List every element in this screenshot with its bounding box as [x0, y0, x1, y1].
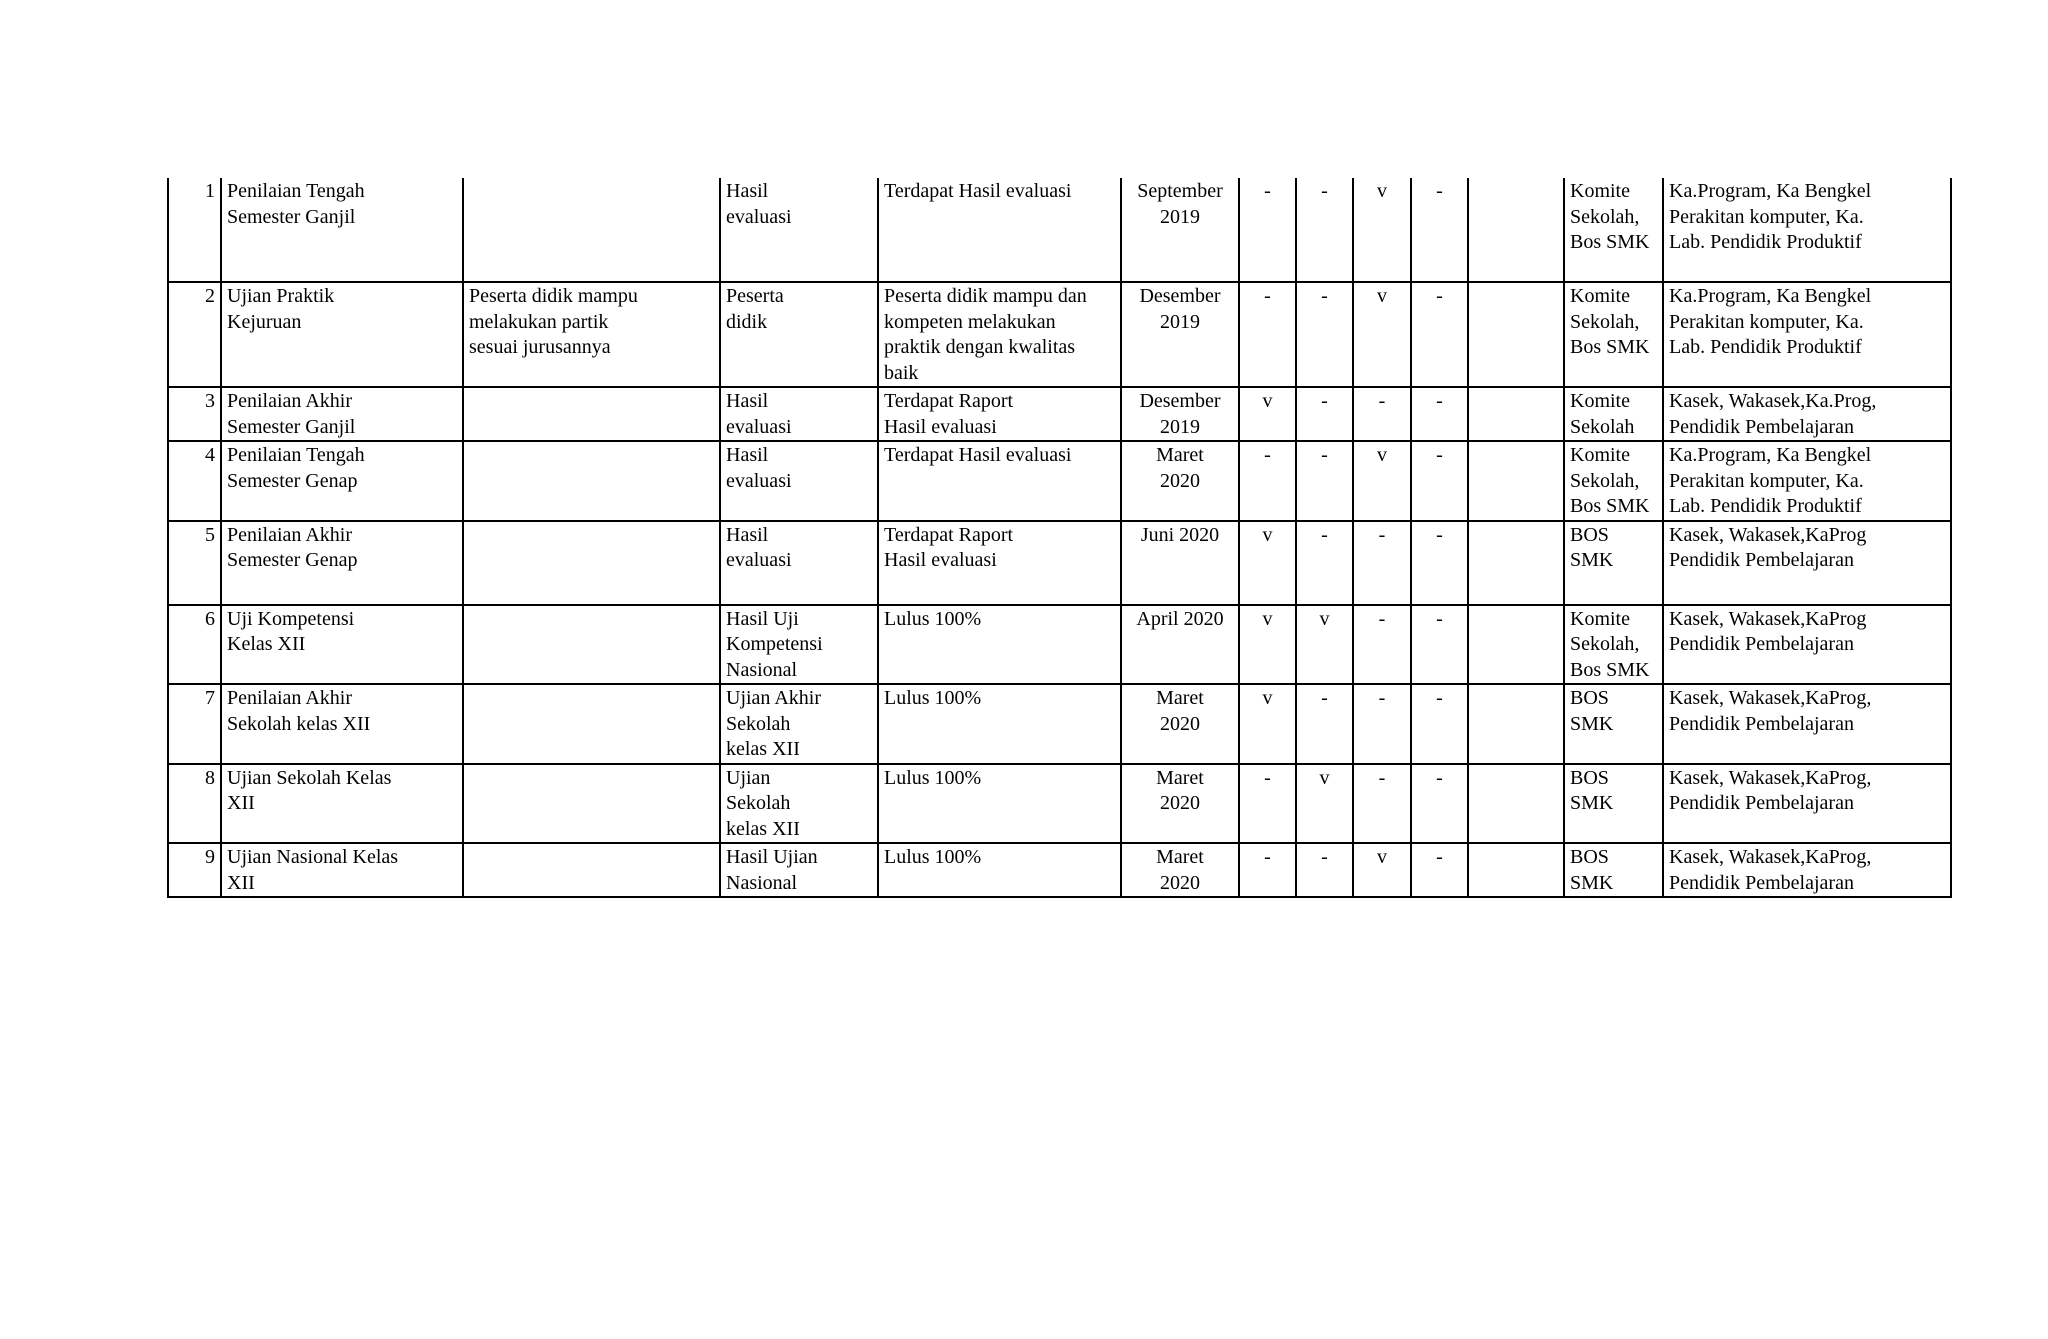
pic-cell: Kasek, Wakasek,KaProg, Pendidik Pembelajaran [1663, 684, 1951, 764]
objective-cell [463, 178, 720, 282]
mark-cell-1: v [1239, 521, 1296, 605]
mark-cell-5 [1468, 764, 1564, 844]
mark-cell-4: - [1411, 605, 1468, 685]
funding-cell: BOS SMK [1564, 843, 1663, 897]
objective-cell [463, 521, 720, 605]
table-row [168, 843, 1951, 897]
target-cell: Ujian Akhir Sekolah kelas XII [720, 684, 878, 764]
pic-cell: Kasek, Wakasek,KaProg, Pendidik Pembelajaran [1663, 764, 1951, 844]
mark-cell-4: - [1411, 843, 1468, 897]
mark-cell-3: - [1353, 684, 1411, 764]
mark-cell-2: v [1296, 605, 1353, 685]
pic-cell: Kasek, Wakasek,Ka.Prog, Pendidik Pembelajaran [1663, 387, 1951, 441]
activity-cell: Ujian Praktik Kejuruan [221, 282, 463, 387]
mark-cell-1: - [1239, 843, 1296, 897]
mark-cell-5 [1468, 282, 1564, 387]
pic-cell: Kasek, Wakasek,KaProg Pendidik Pembelajaran [1663, 521, 1951, 605]
pic-cell: Ka.Program, Ka Bengkel Perakitan komputer, Ka. Lab. Pendidik Produktif [1663, 441, 1951, 521]
target-cell: Hasil evaluasi [720, 178, 878, 282]
funding-cell: BOS SMK [1564, 684, 1663, 764]
activity-table [167, 178, 1952, 898]
target-cell: Hasil Uji Kompetensi Nasional [720, 605, 878, 685]
mark-cell-1: - [1239, 282, 1296, 387]
mark-cell-1: - [1239, 764, 1296, 844]
row-number: 2 [168, 282, 221, 387]
row-number: 3 [168, 387, 221, 441]
indicator-cell: Lulus 100% [878, 684, 1121, 764]
activity-cell: Ujian Sekolah Kelas XII [221, 764, 463, 844]
mark-cell-5 [1468, 843, 1564, 897]
mark-cell-1: v [1239, 387, 1296, 441]
activity-cell: Penilaian Akhir Semester Genap [221, 521, 463, 605]
mark-cell-5 [1468, 684, 1564, 764]
mark-cell-5 [1468, 521, 1564, 605]
mark-cell-4: - [1411, 764, 1468, 844]
mark-cell-2: - [1296, 282, 1353, 387]
mark-cell-3: - [1353, 521, 1411, 605]
objective-cell [463, 764, 720, 844]
mark-cell-2: - [1296, 178, 1353, 282]
table-row [168, 521, 1951, 605]
target-cell: Ujian Sekolah kelas XII [720, 764, 878, 844]
mark-cell-3: v [1353, 441, 1411, 521]
mark-cell-4: - [1411, 521, 1468, 605]
table-row [168, 684, 1951, 764]
indicator-cell: Peserta didik mampu dan kompeten melakukan praktik dengan kwalitas baik [878, 282, 1121, 387]
mark-cell-2: - [1296, 387, 1353, 441]
time-cell: September 2019 [1121, 178, 1239, 282]
funding-cell: Komite Sekolah, Bos SMK [1564, 178, 1663, 282]
time-cell: April 2020 [1121, 605, 1239, 685]
time-cell: Desember 2019 [1121, 387, 1239, 441]
pic-cell: Ka.Program, Ka Bengkel Perakitan komputer, Ka. Lab. Pendidik Produktif [1663, 178, 1951, 282]
indicator-cell: Terdapat Hasil evaluasi [878, 178, 1121, 282]
activity-cell: Uji Kompetensi Kelas XII [221, 605, 463, 685]
target-cell: Hasil evaluasi [720, 387, 878, 441]
funding-cell: BOS SMK [1564, 764, 1663, 844]
activity-cell: Penilaian Tengah Semester Ganjil [221, 178, 463, 282]
mark-cell-4: - [1411, 441, 1468, 521]
mark-cell-3: v [1353, 282, 1411, 387]
time-cell: Juni 2020 [1121, 521, 1239, 605]
table-row [168, 605, 1951, 685]
mark-cell-2: v [1296, 764, 1353, 844]
objective-cell [463, 605, 720, 685]
time-cell: Maret 2020 [1121, 441, 1239, 521]
objective-cell [463, 387, 720, 441]
mark-cell-5 [1468, 387, 1564, 441]
mark-cell-4: - [1411, 387, 1468, 441]
mark-cell-4: - [1411, 178, 1468, 282]
row-number: 8 [168, 764, 221, 844]
table-row [168, 441, 1951, 521]
row-number: 7 [168, 684, 221, 764]
mark-cell-5 [1468, 441, 1564, 521]
indicator-cell: Lulus 100% [878, 843, 1121, 897]
target-cell: Hasil Ujian Nasional [720, 843, 878, 897]
mark-cell-2: - [1296, 684, 1353, 764]
mark-cell-5 [1468, 605, 1564, 685]
funding-cell: Komite Sekolah, Bos SMK [1564, 282, 1663, 387]
pic-cell: Kasek, Wakasek,KaProg Pendidik Pembelajaran [1663, 605, 1951, 685]
row-number: 9 [168, 843, 221, 897]
target-cell: Hasil evaluasi [720, 521, 878, 605]
mark-cell-1: v [1239, 605, 1296, 685]
table-row [168, 764, 1951, 844]
objective-cell [463, 441, 720, 521]
row-number: 5 [168, 521, 221, 605]
objective-cell [463, 684, 720, 764]
mark-cell-5 [1468, 178, 1564, 282]
row-number: 6 [168, 605, 221, 685]
time-cell: Desember 2019 [1121, 282, 1239, 387]
indicator-cell: Terdapat Hasil evaluasi [878, 441, 1121, 521]
mark-cell-1: - [1239, 441, 1296, 521]
activity-cell: Penilaian Tengah Semester Genap [221, 441, 463, 521]
mark-cell-4: - [1411, 684, 1468, 764]
mark-cell-3: v [1353, 178, 1411, 282]
table-row [168, 387, 1951, 441]
target-cell: Peserta didik [720, 282, 878, 387]
mark-cell-4: - [1411, 282, 1468, 387]
pic-cell: Kasek, Wakasek,KaProg, Pendidik Pembelajaran [1663, 843, 1951, 897]
time-cell: Maret 2020 [1121, 843, 1239, 897]
target-cell: Hasil evaluasi [720, 441, 878, 521]
table-row [168, 282, 1951, 387]
table-row [168, 178, 1951, 282]
activity-cell: Penilaian Akhir Sekolah kelas XII [221, 684, 463, 764]
funding-cell: Komite Sekolah [1564, 387, 1663, 441]
activity-cell: Ujian Nasional Kelas XII [221, 843, 463, 897]
mark-cell-2: - [1296, 843, 1353, 897]
indicator-cell: Lulus 100% [878, 605, 1121, 685]
mark-cell-3: - [1353, 764, 1411, 844]
mark-cell-3: v [1353, 843, 1411, 897]
time-cell: Maret 2020 [1121, 764, 1239, 844]
mark-cell-3: - [1353, 387, 1411, 441]
mark-cell-3: - [1353, 605, 1411, 685]
mark-cell-2: - [1296, 441, 1353, 521]
activity-cell: Penilaian Akhir Semester Ganjil [221, 387, 463, 441]
funding-cell: Komite Sekolah, Bos SMK [1564, 441, 1663, 521]
mark-cell-1: v [1239, 684, 1296, 764]
row-number: 4 [168, 441, 221, 521]
indicator-cell: Terdapat Raport Hasil evaluasi [878, 387, 1121, 441]
objective-cell [463, 843, 720, 897]
funding-cell: BOS SMK [1564, 521, 1663, 605]
mark-cell-2: - [1296, 521, 1353, 605]
row-number: 1 [168, 178, 221, 282]
funding-cell: Komite Sekolah, Bos SMK [1564, 605, 1663, 685]
indicator-cell: Terdapat Raport Hasil evaluasi [878, 521, 1121, 605]
time-cell: Maret 2020 [1121, 684, 1239, 764]
indicator-cell: Lulus 100% [878, 764, 1121, 844]
objective-cell: Peserta didik mampu melakukan partik sesuai jurusannya [463, 282, 720, 387]
pic-cell: Ka.Program, Ka Bengkel Perakitan komputer, Ka. Lab. Pendidik Produktif [1663, 282, 1951, 387]
mark-cell-1: - [1239, 178, 1296, 282]
